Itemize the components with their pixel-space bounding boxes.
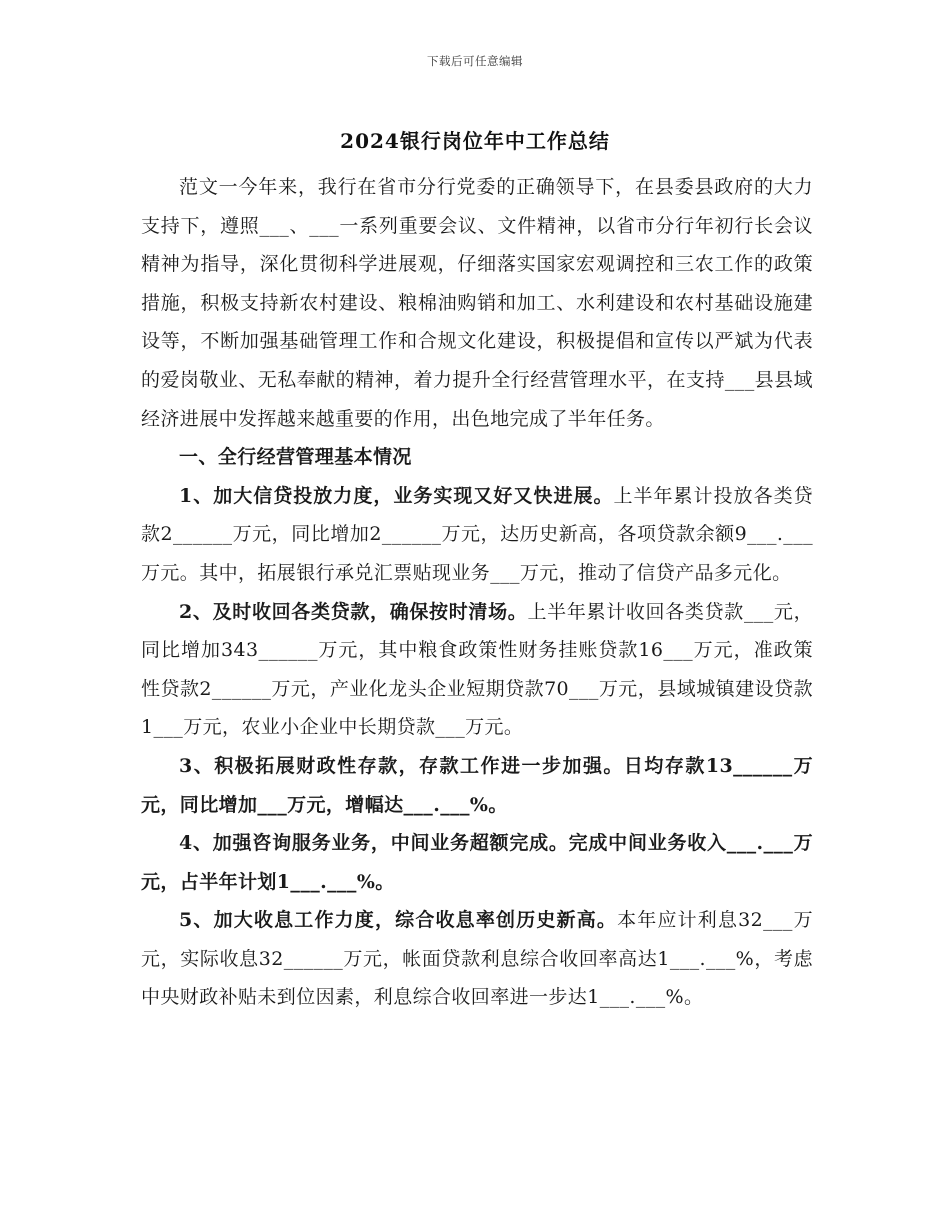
document-body xyxy=(141,168,813,1017)
item-paragraph-5 xyxy=(141,901,813,1017)
item-paragraph-3 xyxy=(141,747,813,824)
paragraph-text: 上半年累计投放各类贷款2______万元，同比增加2______万元，达历史新高，各项贷款余额9___.___万元。其中，拓展银行承兑汇票贴现业务___万元，推动了信贷产品多元化。 xyxy=(141,484,813,584)
section-heading-text: 一、全行经营管理基本情况 xyxy=(179,446,412,469)
paragraph-lead: 5、加大收息工作力度，综合收息率创历史新高。 xyxy=(179,909,618,932)
document-title: 2024银行岗位年中工作总结 xyxy=(340,129,610,153)
paragraph-lead: 2、及时收回各类贷款，确保按时清场。 xyxy=(179,600,528,623)
paragraph-lead: 4、加强咨询服务业务，中间业务超额完成。完成中间业务收入___.___万元，占半年计划1___.___%。 xyxy=(141,832,813,893)
header-note: 下载后可任意编辑 xyxy=(427,54,523,68)
paragraph-text: 本年应计利息32___万元，实际收息32______万元，帐面贷款利息综合收回率高达1___.___%，考虑中央财政补贴未到位因素，利息综合收回率进一步达1___.___%。 xyxy=(141,909,813,1009)
section-heading xyxy=(141,438,813,477)
paragraph-lead: 3、积极拓展财政性存款，存款工作进一步加强。日均存款13______万元，同比增加___万元，增幅达___.___%。 xyxy=(141,754,813,816)
item-paragraph-4 xyxy=(141,824,813,901)
paragraph-text: 范文一今年来，我行在省市分行党委的正确领导下，在县委县政府的大力支持下，遵照___、___一系列重要会议、文件精神，以省市分行年初行长会议精神为指导，深化贯彻科学进展观，仔细落实国家宏观调控和三农工作的政策措施，积极支持新农村建设、粮棉油购销和加工、水利建设和农村基础设施建设等，不断加强基础管理工作和合规文化建设，积极提倡和宣传以严斌为代表的爱岗敬业、无私奉献的精神，着力提升全行经营管理水平，在支持___县县域经济进展中发挥越来越重要的作用，出色地完成了半年任务。 xyxy=(141,176,813,430)
paragraph-text: 上半年累计收回各类贷款___元，同比增加343______万元，其中粮食政策性财务挂账贷款16___万元，准政策性贷款2______万元，产业化龙头企业短期贷款70___万元，县域城镇建设贷款1___万元，农业小企业中长期贷款___万元。 xyxy=(141,600,814,739)
item-paragraph-2 xyxy=(141,593,813,747)
paragraph-lead: 1、加大信贷投放力度，业务实现又好又快进展。 xyxy=(179,484,614,507)
intro-paragraph xyxy=(141,168,813,438)
item-paragraph-1 xyxy=(141,477,813,593)
